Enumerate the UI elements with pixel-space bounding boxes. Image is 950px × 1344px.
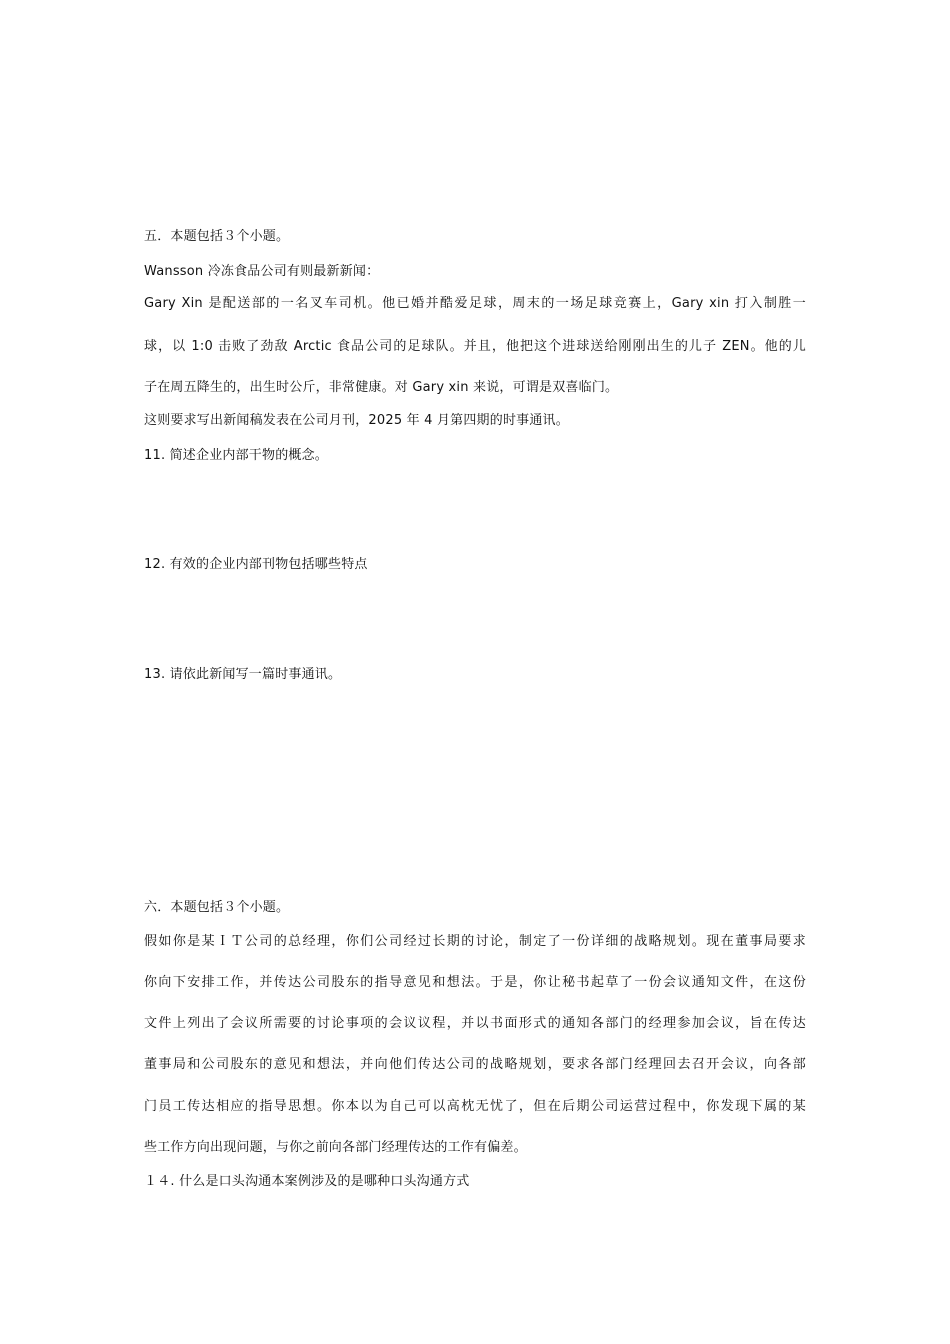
section-5-paragraph-line: Gary Xin 是配送部的一名叉车司机。他已婚并酷爱足球，周末的一场足球竞赛上，Gary xin 打入制胜一 [144,296,806,311]
section-5-intro: Wansson 冷冻食品公司有则最新新闻： [144,264,380,279]
question-12: 12. 有效的企业内部刊物包括哪些特点 [144,557,368,572]
section-6-paragraph-line: 门员工传达相应的指导思想。你本以为自己可以高枕无忧了，但在后期公司运营过程中，你发现下属的某 [144,1099,806,1114]
section-6-paragraph-line: 董事局和公司股东的意见和想法，并向他们传达公司的战略规划，要求各部门经理回去召开会议，向各部 [144,1057,806,1072]
section-6-paragraph-line: 假如你是某ＩＴ公司的总经理，你们公司经过长期的讨论，制定了一份详细的战略规划。现在董事局要求 [144,934,806,949]
section-5-paragraph-line: 子在周五降生的，出生时公斤，非常健康。对 Gary xin 来说，可谓是双喜临门。 [144,380,619,395]
section-6-paragraph-line: 些工作方向出现问题，与你之前向各部门经理传达的工作有偏差。 [144,1140,527,1155]
question-13: 13. 请依此新闻写一篇时事通讯。 [144,667,342,682]
section-6-heading: 六．本题包括３个小题。 [144,900,290,915]
question-11: 11. 简述企业内部干物的概念。 [144,448,329,463]
section-6-paragraph-line: 你向下安排工作，并传达公司股东的指导意见和想法。于是，你让秘书起草了一份会议通知文件，在这份 [144,975,806,990]
question-14: １４. 什么是口头沟通本案例涉及的是哪种口头沟通方式 [144,1174,470,1189]
section-5-heading: 五．本题包括３个小题。 [144,229,290,244]
section-5-requirement: 这则要求写出新闻稿发表在公司月刊，2025 年 4 月第四期的时事通讯。 [144,413,569,428]
section-6-paragraph-line: 文件上列出了会议所需要的讨论事项的会议议程，并以书面形式的通知各部门的经理参加会议，旨在传达 [144,1016,806,1031]
section-5-paragraph-line: 球，以 1:0 击败了劲敌 Arctic 食品公司的足球队。并且，他把这个进球送给刚刚出生的儿子 ZEN。他的儿 [144,339,806,354]
